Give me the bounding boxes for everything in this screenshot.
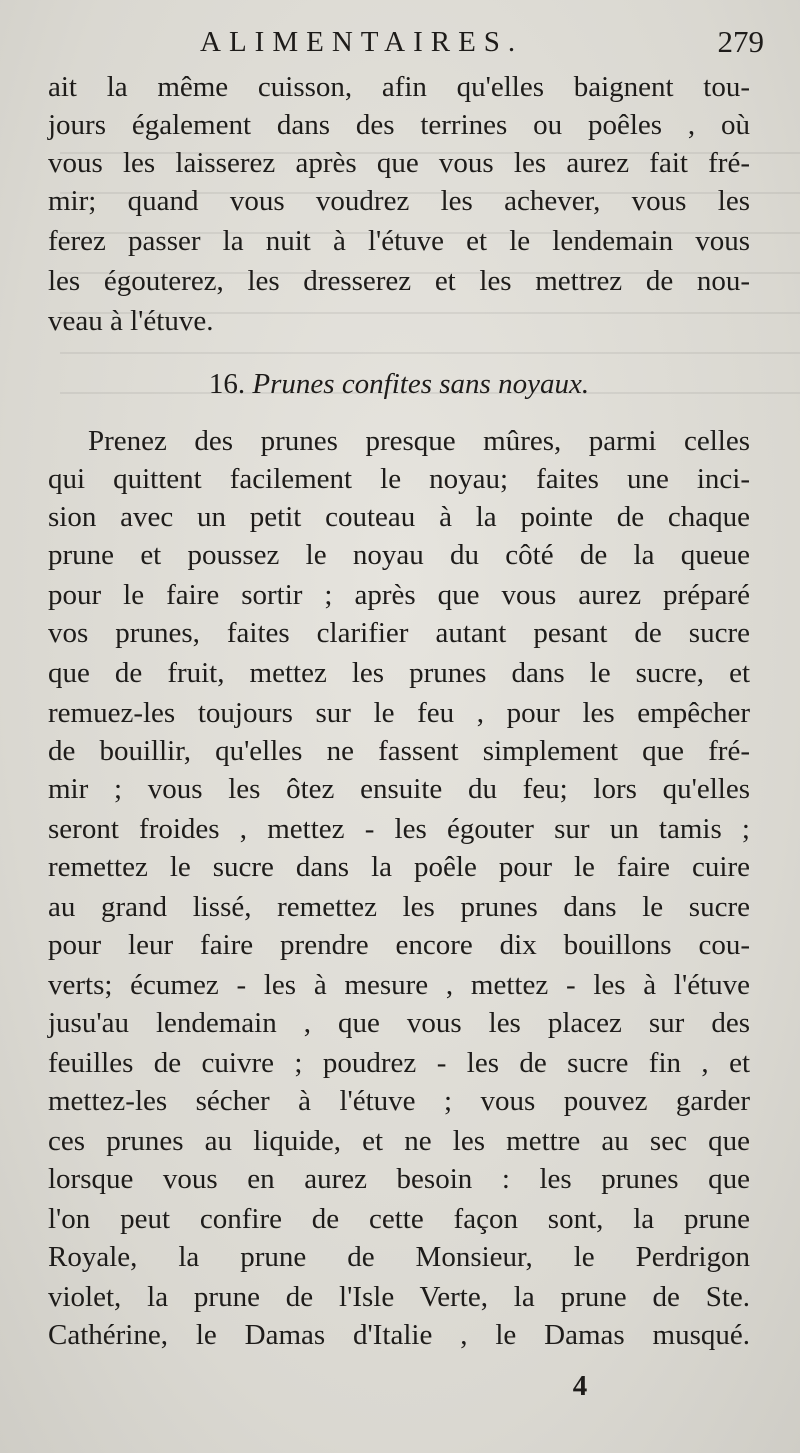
text-line: ait la même cuisson, afin qu'elles baignent tou- [48,71,750,103]
text-line: jusu'au lendemain , que vous les placez sur des [48,1007,750,1039]
text-line: de bouillir, qu'elles ne fassent simplement que fré- [48,735,750,767]
text-line: sion avec un petit couteau à la pointe de chaque [48,501,750,533]
text-line: jours également dans des terrines ou poêles , où [48,109,750,141]
text-line: pour leur faire prendre encore dix bouillons cou- [48,929,750,961]
text-line: veau à l'étuve. [48,305,214,337]
section-number: 16. [208,368,246,400]
signature-mark: 4 [572,1370,588,1402]
text-line: que de fruit, mettez les prunes dans le sucre, et [48,657,750,689]
text-line: violet, la prune de l'Isle Verte, la prune de Ste. [48,1281,750,1313]
text-line: prune et poussez le noyau du côté de la queue [48,539,750,571]
text-line: au grand lissé, remettez les prunes dans le sucre [48,891,750,923]
text-line: vous les laisserez après que vous les aurez fait fré- [48,147,750,179]
text-line: Cathérine, le Damas d'Italie , le Damas musqué. [48,1319,750,1351]
text-line: lorsque vous en aurez besoin : les prunes que [48,1163,750,1195]
text-line: remettez le sucre dans la poêle pour le faire cuire [48,851,750,883]
text-line: pour le faire sortir ; après que vous aurez préparé [48,579,750,611]
text-line: seront froides , mettez - les égouter sur un tamis ; [48,813,750,845]
page-number: 279 [717,24,764,59]
text-line: mir; quand vous voudrez les achever, vous les [48,185,750,217]
text-line: mettez-les sécher à l'étuve ; vous pouvez garder [48,1085,750,1117]
text-line: remuez-les toujours sur le feu , pour les empêcher [48,697,750,729]
text-line: qui quittent facilement le noyau; faites une inci- [48,463,750,495]
text-line: mir ; vous les ôtez ensuite du feu; lors qu'elles [48,773,750,805]
text-line: les égouterez, les dresserez et les mettrez de nou- [48,265,750,297]
page-header [48,22,764,62]
text-line: vos prunes, faites clarifier autant pesant de sucre [48,617,750,649]
section-heading [48,364,750,404]
running-head: ALIMENTAIRES. [200,26,524,58]
section-title: Prunes confites sans noyaux. [252,368,590,400]
text-line: verts; écumez - les à mesure , mettez - les à l'étuve [48,969,750,1001]
text-line: ferez passer la nuit à l'étuve et le lendemain vous [48,225,750,257]
text-line: Royale, la prune de Monsieur, le Perdrigon [48,1241,750,1273]
text-line: feuilles de cuivre ; poudrez - les de sucre fin , et [48,1047,750,1079]
text-line: l'on peut confire de cette façon sont, la prune [48,1203,750,1235]
text-line: Prenez des prunes presque mûres, parmi celles [88,425,750,457]
text-line: ces prunes au liquide, et ne les mettre au sec que [48,1125,750,1157]
